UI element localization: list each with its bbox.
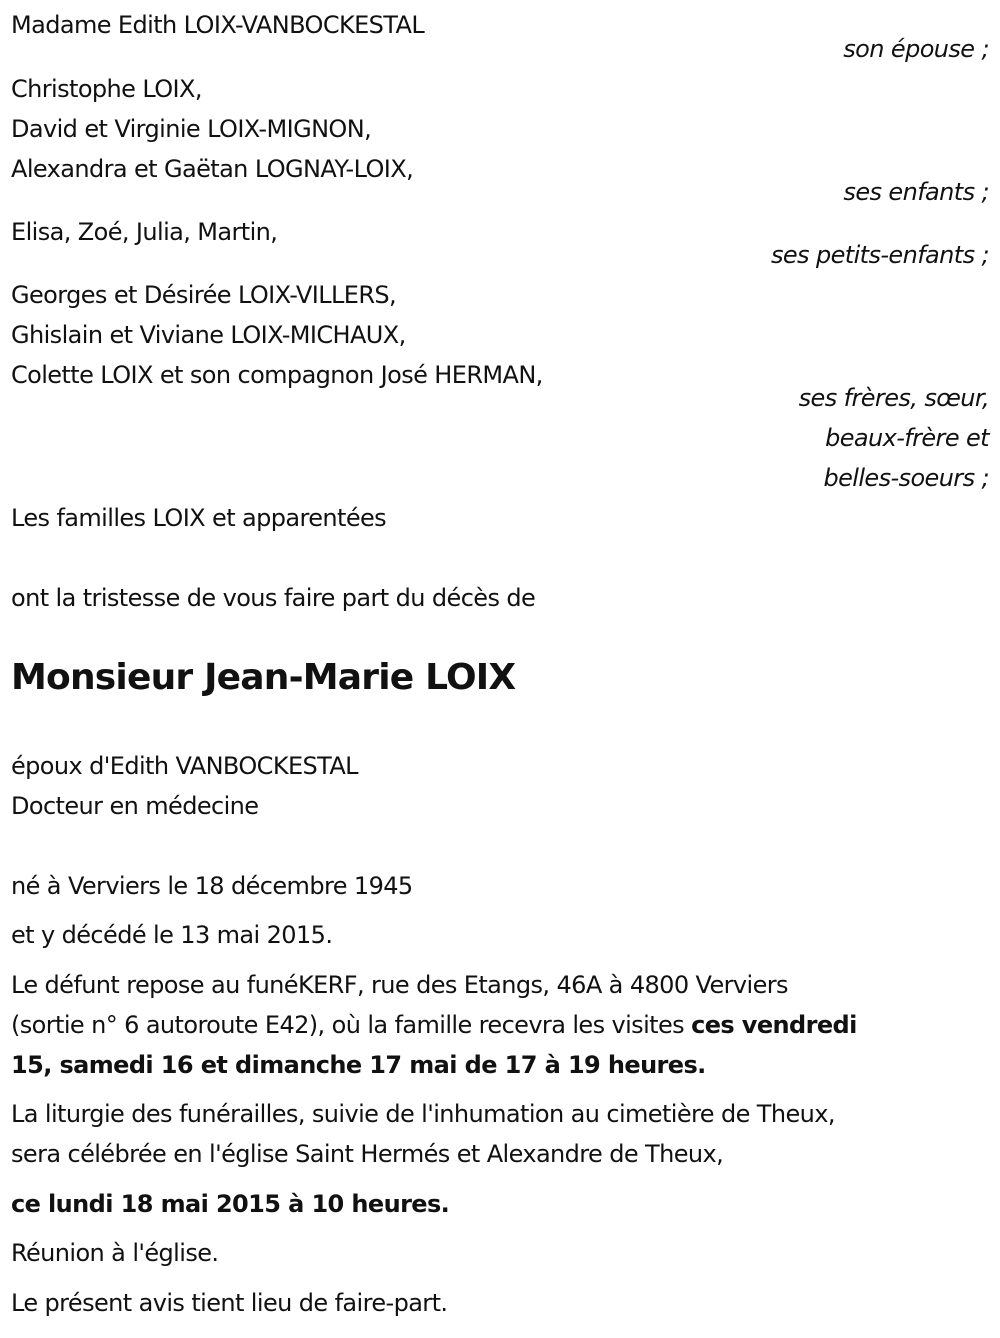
child-name: David et Virginie LOIX-MIGNON, [11, 115, 372, 143]
visitation-bold-text: ces vendredi [691, 1011, 857, 1039]
child-name: Alexandra et Gaëtan LOGNAY-LOIX, [11, 155, 414, 183]
siblings-relation-line: beaux-frère et [825, 424, 989, 452]
liturgy-line: sera célébrée en l'église Saint Hermés et Alexandre de Theux, [11, 1140, 724, 1168]
sibling-name: Ghislain et Viviane LOIX-MICHAUX, [11, 321, 406, 349]
visitation-line: Le défunt repose au funéKERF, rue des Etangs, 46A à 4800 Verviers [11, 971, 788, 999]
families-line: Les familles LOIX et apparentées [11, 504, 387, 532]
siblings-relation-line: belles-soeurs ; [823, 464, 989, 492]
liturgy-date: ce lundi 18 mai 2015 à 10 heures. [11, 1190, 450, 1218]
sibling-name: Colette LOIX et son compagnon José HERMAN, [11, 361, 543, 389]
grandchildren-names: Elisa, Zoé, Julia, Martin, [11, 218, 278, 246]
meeting-info: Réunion à l'église. [11, 1239, 219, 1267]
notice-info: Le présent avis tient lieu de faire-part. [11, 1289, 448, 1317]
visitation-hours: 15, samedi 16 et dimanche 17 mai de 17 à 19 heures. [11, 1051, 706, 1079]
grandchildren-relation: ses petits-enfants ; [770, 241, 989, 269]
liturgy-line: La liturgie des funérailles, suivie de l'inhumation au cimetière de Theux, [11, 1100, 835, 1128]
death-info: et y décédé le 13 mai 2015. [11, 921, 333, 949]
child-name: Christophe LOIX, [11, 75, 202, 103]
siblings-relation-line: ses frères, sœur, [798, 384, 989, 412]
sibling-name: Georges et Désirée LOIX-VILLERS, [11, 281, 397, 309]
visitation-line [11, 1010, 857, 1040]
visitation-regular-text: (sortie n° 6 autoroute E42), où la famille recevra les visites [11, 1011, 692, 1039]
deceased-name: Monsieur Jean-Marie LOIX [11, 657, 516, 698]
deceased-title: Docteur en médecine [11, 792, 259, 820]
deceased-spouse: époux d'Edith VANBOCKESTAL [11, 752, 358, 780]
birth-info: né à Verviers le 18 décembre 1945 [11, 872, 413, 900]
announcement-text: ont la tristesse de vous faire part du décès de [11, 584, 536, 612]
spouse-relation: son épouse ; [843, 35, 989, 63]
spouse-name: Madame Edith LOIX-VANBOCKESTAL [11, 11, 425, 39]
children-relation: ses enfants ; [843, 178, 989, 206]
